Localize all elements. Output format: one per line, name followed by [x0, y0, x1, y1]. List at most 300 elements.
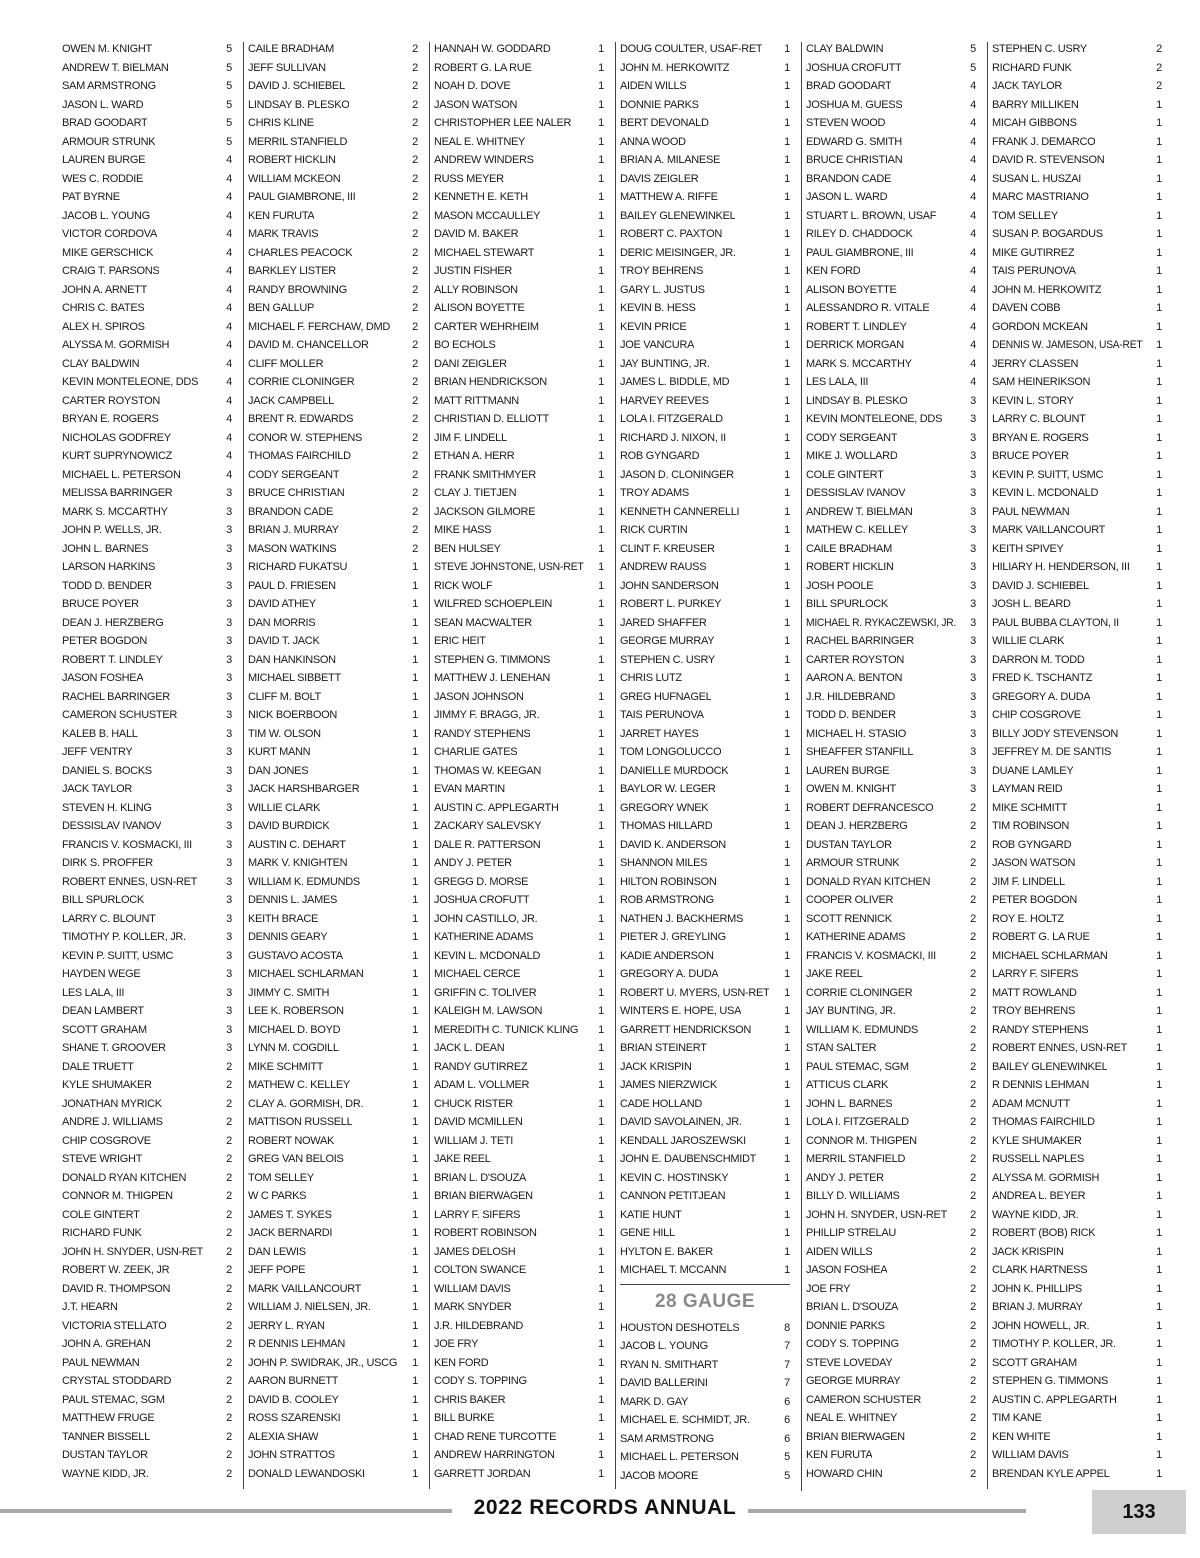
entry-name: HARVEY REEVES: [620, 394, 709, 407]
entry-count: 2: [226, 1134, 232, 1147]
entry-count: 1: [784, 894, 790, 906]
list-item: [248, 1354, 418, 1373]
list-item: [434, 244, 604, 263]
entry-name: BAILEY GLENEWINKEL: [992, 1060, 1108, 1073]
entry-name: ALISON BOYETTE: [434, 302, 525, 314]
entry-count: 1: [784, 357, 790, 370]
entry-name: ROBERT (BOB) RICK: [992, 1227, 1096, 1239]
entry-name: ETHAN A. HERR: [434, 450, 515, 462]
entry-count: 6: [784, 1432, 790, 1445]
entry-count: 1: [1156, 505, 1162, 518]
list-item: [248, 466, 418, 485]
list-item: [992, 429, 1162, 448]
list-item: [992, 1058, 1162, 1077]
entry-count: 4: [226, 413, 232, 425]
list-item: [248, 521, 418, 540]
entry-count: 1: [1156, 672, 1162, 684]
list-item: [620, 1150, 790, 1169]
entry-count: 2: [226, 1338, 232, 1350]
entry-count: 1: [598, 80, 604, 92]
entry-count: 1: [598, 1153, 604, 1165]
list-item: [992, 373, 1162, 392]
list-item: [620, 484, 790, 503]
entry-name: MELISSA BARRINGER: [62, 487, 173, 499]
entry-name: FRANK SMITHMYER: [434, 468, 536, 481]
entry-count: 1: [1156, 986, 1162, 999]
list-item: [620, 669, 790, 688]
entry-count: 4: [970, 80, 976, 92]
entry-name: CLAY J. TIETJEN: [434, 487, 517, 499]
entry-count: 1: [598, 265, 604, 277]
entry-count: 1: [412, 653, 418, 666]
list-item: [620, 1132, 790, 1151]
list-item: [62, 521, 232, 540]
entry-count: 1: [598, 172, 604, 185]
entry-count: 4: [970, 98, 976, 111]
entry-count: 4: [970, 191, 976, 203]
entry-name: JEFF SULLIVAN: [248, 61, 326, 74]
list-item: [434, 373, 604, 392]
entry-count: 1: [784, 1023, 790, 1036]
entry-name: DONALD LEWANDOSKI: [248, 1467, 365, 1480]
entry-name: GORDON MCKEAN: [992, 320, 1088, 333]
list-item: [434, 1298, 604, 1317]
entry-name: MARK V. KNIGHTEN: [248, 857, 348, 869]
entry-count: 1: [784, 653, 790, 666]
entry-count: 1: [598, 1430, 604, 1443]
list-item: [248, 1428, 418, 1447]
entry-name: THOMAS FAIRCHILD: [248, 450, 351, 462]
entry-count: 1: [598, 43, 604, 55]
list-item: [620, 1039, 790, 1058]
entry-count: 2: [970, 1393, 976, 1406]
list-item: [992, 484, 1162, 503]
list-item: [248, 410, 418, 429]
entry-name: CLAY A. GORMISH, DR.: [248, 1097, 364, 1110]
entry-name: MIKE HASS: [434, 524, 492, 536]
entry-count: 2: [970, 1042, 976, 1054]
list-item: [248, 1076, 418, 1095]
entry-count: 1: [1156, 1227, 1162, 1239]
entry-name: SAM ARMSTRONG: [620, 1432, 714, 1445]
list-item: [620, 170, 790, 189]
list-item: [992, 1354, 1162, 1373]
entry-count: 4: [226, 246, 232, 259]
entry-count: 1: [784, 801, 790, 814]
entry-count: 3: [226, 616, 232, 629]
entry-count: 1: [598, 1134, 604, 1147]
entry-count: 1: [598, 1079, 604, 1091]
entry-name: JOHN L. BARNES: [62, 542, 149, 555]
list-item: [434, 1058, 604, 1077]
entry-name: ROBERT U. MYERS, USN-RET: [620, 986, 770, 999]
entry-count: 1: [598, 302, 604, 314]
entry-name: BRENT R. EDWARDS: [248, 413, 354, 425]
entry-name: DENNIS W. JAMESON, USA-RET: [992, 339, 1143, 351]
entry-count: 5: [784, 1451, 790, 1463]
entry-name: MARK VAILLANCOURT: [248, 1282, 362, 1295]
entry-count: 1: [598, 209, 604, 222]
entry-count: 1: [598, 1060, 604, 1073]
entry-count: 1: [1156, 1116, 1162, 1128]
list-item: [620, 59, 790, 78]
entry-name: JACK L. DEAN: [434, 1042, 505, 1054]
entry-name: BRANDON CADE: [806, 172, 892, 185]
entry-count: 2: [226, 1227, 232, 1239]
entry-name: OWEN M. KNIGHT: [62, 43, 152, 55]
entry-name: MIKE GERSCHICK: [62, 246, 154, 259]
entry-name: ROB ARMSTRONG: [620, 894, 714, 906]
entry-count: 1: [1156, 394, 1162, 407]
entry-count: 2: [1156, 80, 1162, 92]
entry-count: 1: [598, 1282, 604, 1295]
entry-count: 1: [1156, 1430, 1162, 1443]
entry-name: DESSISLAV IVANOV: [806, 487, 906, 499]
entry-name: JACK KRISPIN: [620, 1060, 692, 1073]
entry-name: ARMOUR STRUNK: [806, 857, 900, 869]
entry-name: SCOTT RENNICK: [806, 912, 892, 925]
list-item: [248, 59, 418, 78]
list-item: [434, 706, 604, 725]
entry-name: JAMES T. SYKES: [248, 1208, 332, 1221]
entry-name: ROBERT DEFRANCESCO: [806, 801, 934, 814]
entry-count: 4: [970, 320, 976, 333]
entry-name: BRIAN A. MILANESE: [620, 154, 721, 166]
entry-name: WILFRED SCHOEPLEIN: [434, 598, 553, 610]
entry-name: ALEXIA SHAW: [248, 1430, 319, 1443]
entry-name: EVAN MARTIN: [434, 783, 505, 795]
list-item: [62, 1261, 232, 1280]
list-item: [434, 614, 604, 633]
list-item: [620, 410, 790, 429]
entry-count: 1: [598, 1393, 604, 1406]
entry-name: ANDRE J. WILLIAMS: [62, 1116, 163, 1128]
list-item: [806, 984, 976, 1003]
list-item: [992, 595, 1162, 614]
list-item: [992, 1409, 1162, 1428]
entry-count: 1: [598, 542, 604, 555]
entry-name: MARK TRAVIS: [248, 228, 319, 240]
entry-count: 1: [784, 228, 790, 240]
list-item: [434, 77, 604, 96]
entry-name: DAVID BURDICK: [248, 820, 330, 832]
entry-count: 2: [970, 949, 976, 962]
list-item: [434, 928, 604, 947]
entry-name: HYLTON E. BAKER: [620, 1245, 713, 1258]
list-item: [806, 188, 976, 207]
entry-count: 1: [1156, 265, 1162, 277]
entry-count: 2: [1156, 61, 1162, 74]
list-item: [62, 817, 232, 836]
entry-count: 1: [598, 1356, 604, 1369]
entry-name: MERRIL STANFIELD: [248, 135, 348, 148]
list-item: [992, 669, 1162, 688]
entry-name: GREGG D. MORSE: [434, 875, 529, 888]
list-item: [248, 1021, 418, 1040]
entry-count: 1: [598, 1467, 604, 1480]
list-item: [992, 577, 1162, 596]
entry-name: FRANK J. DEMARCO: [992, 135, 1096, 148]
entry-name: DAVID M. BAKER: [434, 228, 519, 240]
list-item: [434, 410, 604, 429]
entry-count: 4: [226, 376, 232, 388]
entry-count: 2: [226, 1079, 232, 1091]
entry-count: 2: [226, 1412, 232, 1424]
list-item: [62, 299, 232, 318]
entry-count: 2: [226, 1282, 232, 1295]
entry-count: 1: [598, 98, 604, 111]
list-item: [62, 1280, 232, 1299]
list-item: [248, 1280, 418, 1299]
entry-name: R DENNIS LEHMAN: [992, 1079, 1089, 1091]
list-item: [248, 928, 418, 947]
list-item: [434, 299, 604, 318]
entry-count: 1: [784, 598, 790, 610]
entry-name: JOHN M. HERKOWITZ: [992, 283, 1102, 296]
entry-count: 1: [412, 1449, 418, 1461]
entry-count: 1: [412, 1338, 418, 1350]
entry-name: JOE FRY: [806, 1282, 851, 1295]
list-item: [248, 1317, 418, 1336]
entry-name: MATT RITTMANN: [434, 394, 519, 407]
entry-name: RANDY BROWNING: [248, 283, 347, 296]
list-item: [992, 984, 1162, 1003]
list-item: [806, 114, 976, 133]
entry-name: RYAN N. SMITHART: [620, 1358, 718, 1371]
entry-count: 2: [226, 1171, 232, 1184]
entry-count: 2: [970, 801, 976, 814]
entry-count: 1: [784, 43, 790, 55]
list-item: [620, 984, 790, 1003]
entry-name: PAUL D. FRIESEN: [248, 579, 336, 592]
footer-title: 2022 RECORDS ANNUAL: [473, 1496, 737, 1519]
list-item: [992, 706, 1162, 725]
entry-name: EDWARD G. SMITH: [806, 135, 902, 148]
list-item: [992, 503, 1162, 522]
list-item: [806, 1095, 976, 1114]
entry-name: VICTOR CORDOVA: [62, 228, 158, 240]
entry-count: 1: [1156, 561, 1162, 573]
entry-count: 1: [412, 727, 418, 740]
list-item: [992, 910, 1162, 929]
entry-count: 1: [784, 394, 790, 407]
entry-count: 1: [598, 616, 604, 629]
list-item: [62, 780, 232, 799]
entry-count: 4: [970, 265, 976, 277]
entry-name: STEVE WRIGHT: [62, 1153, 143, 1165]
entry-count: 4: [226, 431, 232, 444]
entry-name: RANDY GUTIRREZ: [434, 1060, 528, 1073]
entry-name: JASON D. CLONINGER: [620, 468, 734, 481]
entry-count: 1: [412, 579, 418, 592]
entry-count: 1: [412, 709, 418, 721]
list-item: [620, 1448, 790, 1467]
entry-name: JAMES L. BIDDLE, MD: [620, 376, 730, 388]
list-item: [62, 466, 232, 485]
entry-name: SEAN MACWALTER: [434, 616, 532, 629]
entry-name: BRYAN E. ROGERS: [992, 431, 1089, 444]
entry-count: 1: [412, 801, 418, 814]
entry-name: ROBERT L. PURKEY: [620, 598, 722, 610]
list-item: [248, 244, 418, 263]
list-item: [806, 484, 976, 503]
list-item: [248, 40, 418, 59]
entry-count: 1: [784, 968, 790, 980]
list-item: [806, 170, 976, 189]
list-item: [992, 114, 1162, 133]
entry-name: JAMES NIERZWICK: [620, 1079, 717, 1091]
entry-name: NEAL E. WHITNEY: [806, 1412, 898, 1424]
list-item: [806, 780, 976, 799]
entry-name: J.T. HEARN: [62, 1301, 118, 1313]
list-item: [62, 1113, 232, 1132]
list-item: [62, 207, 232, 226]
list-item: [806, 1409, 976, 1428]
entry-count: 1: [598, 857, 604, 869]
entry-name: PAUL NEWMAN: [62, 1356, 140, 1369]
entry-count: 1: [1156, 339, 1162, 351]
list-item: [806, 40, 976, 59]
list-column-2: [248, 40, 418, 1483]
entry-name: JARED SHAFFER: [620, 616, 707, 629]
entry-name: ALYSSA M. GORMISH: [62, 339, 170, 351]
entry-name: JIMMY C. SMITH: [248, 986, 330, 999]
entry-count: 1: [598, 228, 604, 240]
entry-count: 1: [598, 1301, 604, 1313]
list-item: [620, 225, 790, 244]
list-item: [806, 669, 976, 688]
entry-name: TAIS PERUNOVA: [992, 265, 1076, 277]
entry-count: 1: [598, 561, 604, 573]
list-item: [434, 1465, 604, 1484]
list-item: [620, 1430, 790, 1449]
entry-count: 3: [970, 746, 976, 758]
list-item: [62, 1206, 232, 1225]
entry-count: 1: [412, 1171, 418, 1184]
entry-count: 2: [412, 302, 418, 314]
entry-name: KENNETH CANNERELLI: [620, 505, 740, 518]
entry-name: GARY L. JUSTUS: [620, 283, 705, 296]
entry-count: 2: [412, 505, 418, 518]
entry-count: 1: [412, 820, 418, 832]
entry-count: 1: [598, 487, 604, 499]
entry-count: 3: [226, 505, 232, 518]
list-item: [806, 1465, 976, 1484]
list-item: [620, 1206, 790, 1225]
entry-count: 2: [412, 80, 418, 92]
list-item: [62, 1095, 232, 1114]
list-item: [806, 225, 976, 244]
list-item: [806, 743, 976, 762]
list-item: [248, 1169, 418, 1188]
list-item: [992, 1113, 1162, 1132]
entry-count: 1: [598, 1042, 604, 1054]
entry-name: LES LALA, III: [62, 986, 125, 999]
entry-name: MATTHEW FRUGE: [62, 1412, 155, 1424]
list-item: [806, 725, 976, 744]
list-item: [62, 595, 232, 614]
entry-name: JACOB MOORE: [620, 1469, 698, 1482]
entry-name: RUSSELL NAPLES: [992, 1153, 1084, 1165]
entry-name: ROBERT G. LA RUE: [434, 61, 532, 74]
entry-count: 2: [970, 1097, 976, 1110]
entry-count: 7: [784, 1377, 790, 1389]
entry-name: DAN HANKINSON: [248, 653, 336, 666]
entry-name: ANDY J. PETER: [806, 1171, 884, 1184]
list-item: [620, 947, 790, 966]
entry-name: DAVID BALLERINI: [620, 1377, 708, 1389]
list-item: [620, 521, 790, 540]
entry-name: JASON JOHNSON: [434, 690, 524, 703]
list-item: [434, 891, 604, 910]
entry-count: 2: [970, 1264, 976, 1276]
entry-count: 1: [784, 931, 790, 943]
entry-name: CHARLIE GATES: [434, 746, 518, 758]
entry-count: 1: [784, 542, 790, 555]
entry-name: DAVID MCMILLEN: [434, 1116, 523, 1128]
entry-name: MARK SNYDER: [434, 1301, 512, 1313]
list-item: [806, 1187, 976, 1206]
entry-name: HILTON ROBINSON: [620, 875, 717, 888]
entry-name: GREG VAN BELOIS: [248, 1153, 344, 1165]
list-item: [806, 410, 976, 429]
entry-name: AIDEN WILLS: [806, 1245, 873, 1258]
list-item: [806, 799, 976, 818]
entry-name: KATIE HUNT: [620, 1208, 682, 1221]
list-item: [992, 540, 1162, 559]
entry-count: 1: [598, 1449, 604, 1461]
entry-name: CHRIS C. BATES: [62, 302, 145, 314]
list-item: [434, 1021, 604, 1040]
entry-name: AUSTIN C. APPLEGARTH: [434, 801, 559, 814]
list-item: [620, 1243, 790, 1262]
list-item: [620, 1261, 790, 1280]
list-item: [992, 836, 1162, 855]
entry-name: BRUCE POYER: [62, 598, 139, 610]
entry-name: PAUL STEMAC, SGM: [62, 1393, 165, 1406]
entry-name: ANDREW WINDERS: [434, 154, 534, 166]
entry-name: ROBERT ROBINSON: [434, 1227, 537, 1239]
entry-count: 2: [226, 1375, 232, 1387]
entry-name: KEVIN MONTELEONE, DDS: [62, 376, 199, 388]
entry-count: 1: [412, 1042, 418, 1054]
entry-count: 4: [970, 357, 976, 370]
list-item: [806, 1150, 976, 1169]
entry-name: KEITH SPIVEY: [992, 542, 1064, 555]
entry-name: KEVIN MONTELEONE, DDS: [806, 413, 943, 425]
entry-name: BRIAN BIERWAGEN: [434, 1190, 533, 1202]
list-item: [806, 521, 976, 540]
list-item: [62, 114, 232, 133]
list-item: [806, 1076, 976, 1095]
entry-count: 1: [1156, 949, 1162, 962]
list-item: [248, 1150, 418, 1169]
list-item: [434, 392, 604, 411]
entry-count: 1: [412, 912, 418, 925]
entry-name: LOLA I. FITZGERALD: [806, 1116, 909, 1128]
list-item: [620, 854, 790, 873]
list-item: [62, 40, 232, 59]
entry-count: 3: [226, 1005, 232, 1017]
entry-count: 1: [412, 931, 418, 943]
entry-count: 1: [598, 653, 604, 666]
entry-name: PAUL GIAMBRONE, III: [248, 191, 356, 203]
list-item: [62, 1391, 232, 1410]
list-item: [620, 1224, 790, 1243]
entry-name: STEVE JOHNSTONE, USN-RET: [434, 561, 584, 573]
list-item: [434, 318, 604, 337]
entry-name: CRYSTAL STODDARD: [62, 1375, 172, 1387]
